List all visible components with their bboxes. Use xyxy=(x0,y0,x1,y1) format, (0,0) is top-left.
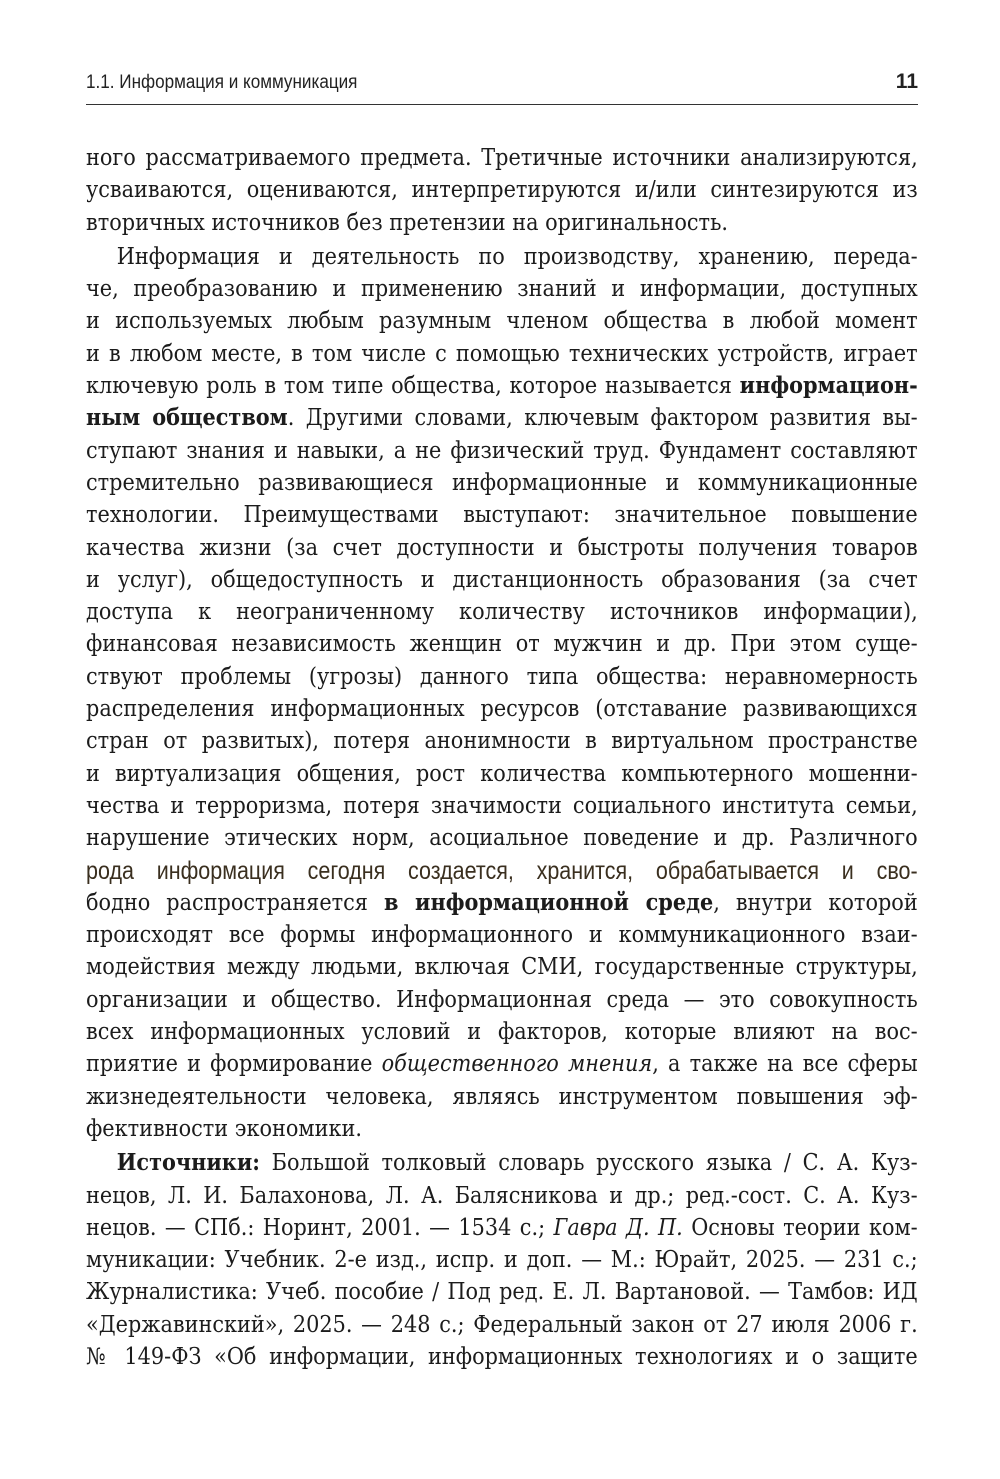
text-line: Журналистика: Учеб. пособие / Под ред. Е. Л. Вартановой. — Тамбов: ИД xyxy=(86,1279,918,1306)
text-line: стран от развитых), потеря анонимности в виртуальном пространстве xyxy=(86,728,918,755)
term-information-environment: в информационной среде xyxy=(383,888,714,916)
text-line: доступа к неограниченному количеству источников информации), xyxy=(86,599,918,626)
text-line: и используемых любым разумным членом общества в любой момент xyxy=(86,308,918,335)
text-line: ступают знания и навыки, а не физический труд. Фундамент составляют xyxy=(86,437,918,464)
text-line-highlighted: рода информация сегодня создается, хранится, обрабатывается и сво- xyxy=(86,856,918,885)
text-line: качества жизни (за счет доступности и быстроты получения товаров xyxy=(86,534,918,561)
chapter-title: 1.1. Информация и коммуникация xyxy=(86,72,358,93)
text-line: нарушение этических норм, асоциальное поведение и др. Различного xyxy=(86,825,918,852)
text-line: организации и общество. Информационная среда — это совокупность xyxy=(86,986,918,1013)
text-line: Информация и деятельность по производству, хранению, переда- xyxy=(116,243,918,270)
text-line xyxy=(86,1212,918,1244)
text-line: № 149-ФЗ «Об информации, информационных технологиях и о защите xyxy=(86,1343,918,1370)
text-line: жизнедеятельности человека, являясь инструментом повышения эф- xyxy=(86,1083,918,1110)
text-line: ствуют проблемы (угрозы) данного типа общества: неравномерность xyxy=(86,663,918,690)
paragraph-continuation xyxy=(86,142,918,239)
text-line: нецов, Л. И. Балахонова, Л. А. Балясникова и др.; ред.-сост. С. А. Куз- xyxy=(86,1182,918,1209)
sources-label: Источники: xyxy=(116,1149,260,1177)
text-fragment: Основы теории ком- xyxy=(691,1214,918,1241)
text-line: усваиваются, оцениваются, интерпретируются и/или синтезируются из xyxy=(86,177,918,204)
author-name: Гавра Д. П. xyxy=(553,1214,683,1241)
text-line: ного рассматриваемого предмета. Третичные источники анализируются, xyxy=(86,145,918,171)
text-line: и в любом месте, в том числе с помощью технических устройств, играет xyxy=(86,340,918,367)
text-line: всех информационных условий и факторов, которые влияют на вос- xyxy=(86,1019,918,1046)
text-line: и виртуализация общения, рост количества компьютерного мошенни- xyxy=(86,760,918,787)
text-fragment: ключевую роль в том типе общества, которое называется xyxy=(86,373,732,400)
text-fragment: Большой толковый словарь русского языка / С. А. Куз- xyxy=(271,1150,918,1177)
text-line: чества и терроризма, потеря значимости социального института семьи, xyxy=(86,792,918,819)
paragraph-sources xyxy=(86,1147,918,1373)
text-line xyxy=(86,1048,918,1080)
text-line: происходят все формы информационного и коммуникационного взаи- xyxy=(86,922,918,949)
text-fragment: , внутри которой xyxy=(713,889,918,916)
page-number: 11 xyxy=(895,70,918,93)
body-text xyxy=(86,142,918,1373)
term-information-society-part2: ным обществом xyxy=(86,404,288,432)
text-line: стремительно развивающиеся информационные и коммуникационные xyxy=(86,469,918,496)
text-line: технологии. Преимуществами выступают: значительное повышение xyxy=(86,502,918,529)
text-line xyxy=(86,1147,918,1179)
text-line xyxy=(86,887,918,919)
text-line: вторичных источников без претензии на оригинальность. xyxy=(86,209,729,236)
header-divider xyxy=(86,104,918,105)
paragraph-information-society xyxy=(86,241,918,1145)
text-line: муникации: Учебник. 2-е изд., испр. и доп. — М.: Юрайт, 2025. — 231 с.; xyxy=(86,1247,918,1274)
text-line xyxy=(86,402,918,434)
text-line xyxy=(86,370,918,402)
text-fragment: . Другими словами, ключевым фактором развития вы- xyxy=(287,405,918,432)
text-line: модействия между людьми, включая СМИ, государственные структуры, xyxy=(86,954,918,981)
text-fragment: нецов. — СПб.: Норинт, 2001. — 1534 с.; xyxy=(86,1214,546,1241)
text-line: финансовая независимость женщин от мужчин и др. При этом суще- xyxy=(86,631,918,658)
text-line: фективности экономики. xyxy=(86,1115,362,1142)
text-fragment: приятие и формирование xyxy=(86,1051,373,1078)
text-line: «Державинский», 2025. — 248 с.; Федеральный закон от 27 июля 2006 г. xyxy=(86,1311,918,1338)
running-header xyxy=(86,70,918,104)
text-line: че, преобразованию и применению знаний и информации, доступных xyxy=(86,276,918,303)
text-fragment: бодно распространяется xyxy=(86,889,368,916)
term-information-society-part1: информацион- xyxy=(739,372,918,400)
term-public-opinion: общественного мнения xyxy=(381,1051,653,1078)
text-fragment: , а также на все сферы xyxy=(652,1051,918,1078)
text-line: распределения информационных ресурсов (отставание развивающихся xyxy=(86,696,918,723)
text-line: и услуг), общедоступность и дистанционность образования (за счет xyxy=(86,566,918,593)
